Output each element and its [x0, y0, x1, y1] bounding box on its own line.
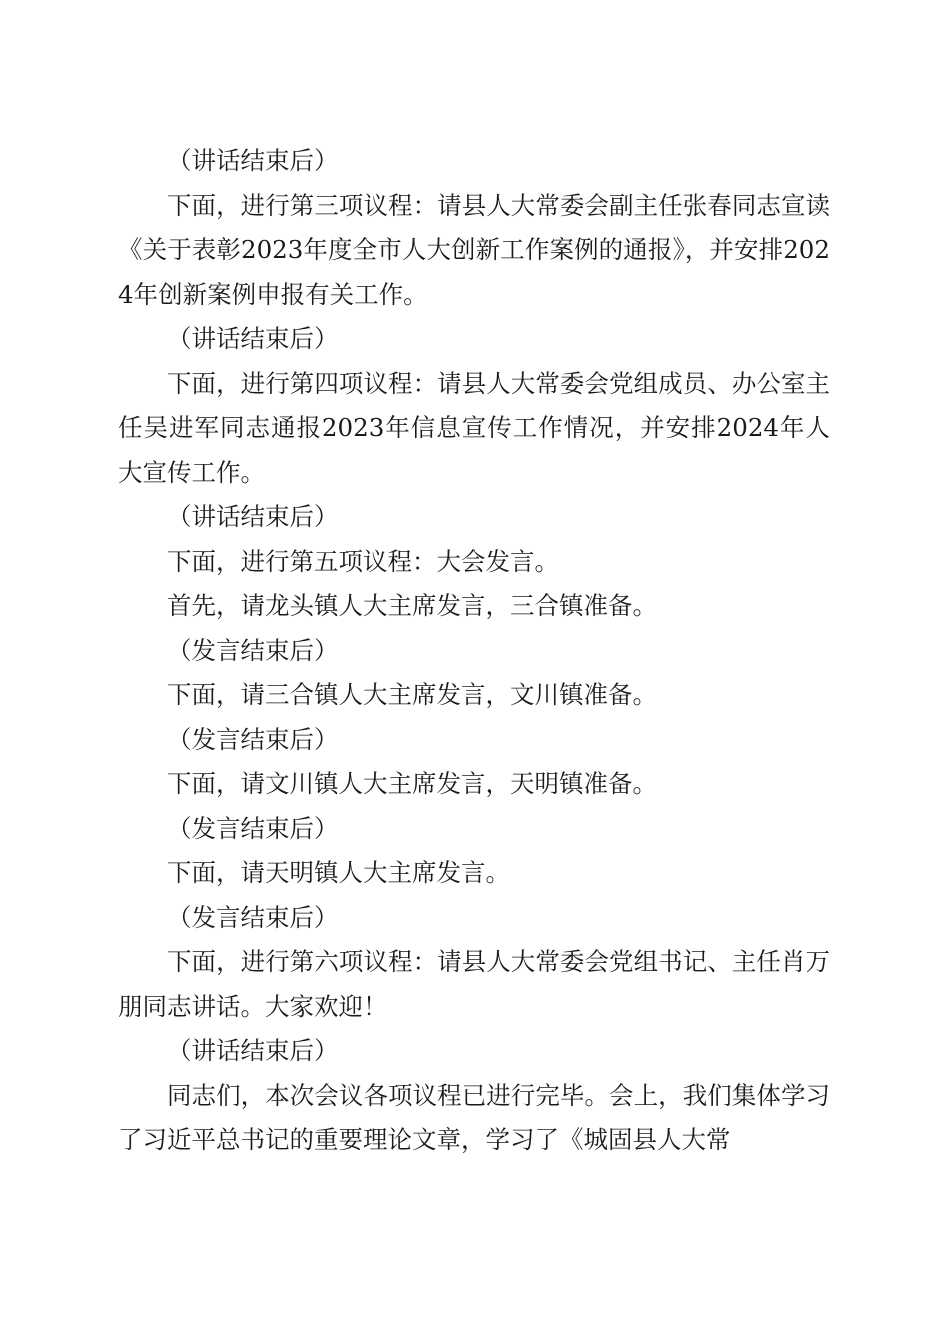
- stage-note: （发言结束后）: [167, 813, 339, 843]
- stage-note: （发言结束后）: [167, 724, 339, 754]
- agenda-item-5: 下面，进行第五项议程：大会发言。: [167, 546, 559, 576]
- closing-remarks: 同志们，本次会议各项议程已进行完毕。会上，我们集体学习了习近平总书记的重要理论文章，学习了《城固县人大常: [118, 1080, 830, 1154]
- stage-note: （发言结束后）: [167, 902, 339, 932]
- agenda-item-4: 下面，进行第四项议程：请县人大常委会党组成员、办公室主任吴进军同志通报2023年信息宣传工作情况，并安排2024年人大宣传工作。: [118, 368, 830, 487]
- speech-longtou: 首先，请龙头镇人大主席发言，三合镇准备。: [167, 591, 657, 620]
- speech-wenchuan: 下面，请文川镇人大主席发言，天明镇准备。: [167, 769, 657, 798]
- agenda-item-3: 下面，进行第三项议程：请县人大常委会副主任张春同志宣读《关于表彰2023年度全市人大创新工作案例的通报》，并安排2024年创新案例申报有关工作。: [118, 190, 830, 309]
- stage-note: （讲话结束后）: [167, 324, 339, 353]
- speech-tianming: 下面，请天明镇人大主席发言。: [167, 858, 510, 887]
- agenda-item-6: 下面，进行第六项议程：请县人大常委会党组书记、主任肖万朋同志讲话。大家欢迎！: [118, 947, 830, 1021]
- stage-note: （讲话结束后）: [167, 146, 339, 175]
- speech-sanhe: 下面，请三合镇人大主席发言，文川镇准备。: [167, 680, 657, 709]
- stage-note: （讲话结束后）: [167, 502, 339, 531]
- stage-note: （讲话结束后）: [167, 1036, 339, 1065]
- document-body: [118, 139, 830, 1163]
- stage-note: （发言结束后）: [167, 635, 339, 665]
